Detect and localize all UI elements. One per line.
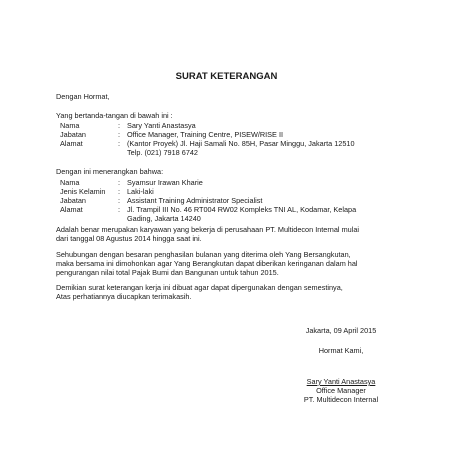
field-label: Jabatan xyxy=(60,130,86,139)
subject-address-row-2 xyxy=(60,214,356,223)
field-colon: : xyxy=(118,121,121,130)
signer-position-row xyxy=(60,130,355,139)
field-colon: : xyxy=(118,187,121,196)
field-label: Nama xyxy=(60,178,80,187)
paragraph-line: maka bersama ini dimohonkan agar Yang Berangkutan dapat diberikan keringanan dalam hal xyxy=(56,259,358,268)
field-label: Alamat xyxy=(60,205,83,214)
subject-address-line2: Gading, Jakarta 14240 xyxy=(127,214,201,223)
paragraph-line: Sehubungan dengan besaran penghasilan bulanan yang diterima oleh Yang Bersangkutan, xyxy=(56,250,351,259)
field-label: Alamat xyxy=(60,139,83,148)
closing-salutation: Hormat Kami, xyxy=(318,346,364,355)
greeting: Dengan Hormat, xyxy=(56,92,110,101)
paragraph-line: Atas perhatiannya diucapkan terimakasih. xyxy=(56,292,192,301)
subject-name-row xyxy=(60,178,356,187)
signatory-company: PT. Multidecon Internal xyxy=(303,395,379,404)
document-title: SURAT KETERANGAN xyxy=(175,71,278,82)
signer-address-line1: (Kantor Proyek) Jl. Haji Samali No. 85H, Pasar Minggu, Jakarta 12510 xyxy=(127,139,355,148)
signer-phone-row xyxy=(60,148,355,157)
signer-details xyxy=(60,121,355,157)
subject-intro: Dengan ini menerangkan bahwa: xyxy=(56,167,164,176)
subject-position-row xyxy=(60,196,356,205)
signatory-title: Office Manager xyxy=(316,386,366,395)
paragraph-line: Demikian surat keterangan kerja ini dibuat agar dapat dipergunakan dengan semestinya, xyxy=(56,283,343,292)
signer-phone: Telp. (021) 7918 6742 xyxy=(127,148,198,157)
signer-name-row xyxy=(60,121,355,130)
field-colon: : xyxy=(118,130,121,139)
subject-name: Syamsur Irawan Kharie xyxy=(127,178,203,187)
field-label: Nama xyxy=(60,121,80,130)
field-colon: : xyxy=(118,178,121,187)
paragraph-closing xyxy=(56,283,406,301)
subject-position: Assistant Training Administrator Specialist xyxy=(127,196,263,205)
paragraph-line: pengurangan nilai total Pajak Bumi dan Bangunan untuk tahun 2015. xyxy=(56,268,279,277)
field-colon: : xyxy=(118,205,121,214)
signer-position: Office Manager, Training Centre, PISEW/RISE II xyxy=(127,130,284,139)
signatory-name: Sary Yanti Anastasya xyxy=(306,377,376,386)
signer-name: Sary Yanti Anastasya xyxy=(127,121,196,130)
subject-address-row xyxy=(60,205,356,214)
field-label: Jenis Kelamin xyxy=(60,187,106,196)
paragraph-line: Adalah benar merupakan karyawan yang bekerja di perusahaan PT. Multidecon Internal mulai xyxy=(56,225,360,234)
subject-gender-row xyxy=(60,187,356,196)
paragraph-line: dari tanggal 08 Agustus 2014 hingga saat ini. xyxy=(56,234,202,243)
signer-intro: Yang bertanda-tangan di bawah ini : xyxy=(56,111,173,120)
subject-details xyxy=(60,178,356,223)
field-label: Jabatan xyxy=(60,196,86,205)
paragraph-employment xyxy=(56,225,406,243)
subject-gender: Laki-laki xyxy=(127,187,154,196)
paragraph-request xyxy=(56,250,406,277)
place-date: Jakarta, 09 April 2015 xyxy=(305,326,377,335)
field-colon: : xyxy=(118,139,121,148)
signer-address-row xyxy=(60,139,355,148)
field-colon: : xyxy=(118,196,121,205)
subject-address-line1: Jl. Trampil III No. 46 RT004 RW02 Kompleks TNI AL, Kodamar, Kelapa xyxy=(127,205,357,214)
